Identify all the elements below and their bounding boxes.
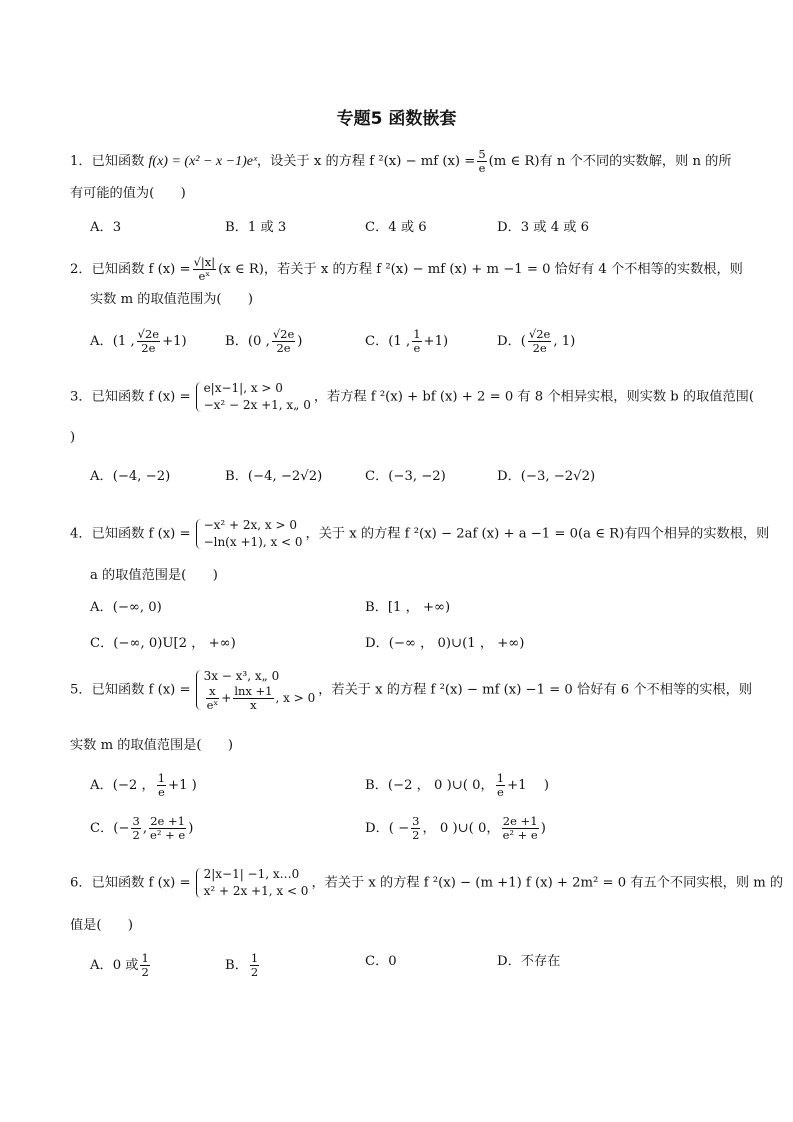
q2-option-c: C．(1 , $\frac{1}{e}$ +1) <box>365 327 449 355</box>
q1-fraction: $\frac{5}{e}$ <box>478 147 486 175</box>
q6-option-b: B． $\frac{1}{2}$ <box>225 951 259 979</box>
q2-tail: (x ∈ R)，若关于 x 的方程 f ²(x) − mf (x) + m −1 = 0 恰好有 4 个不相等的实数根，则 <box>218 262 743 277</box>
q6-line2: 值是( ) <box>70 918 134 933</box>
q3-line2: ) <box>70 430 76 445</box>
q1-option-b: B．1 或 3 <box>225 220 287 235</box>
q2-fraction: $\frac{√|x|}{\text{eˣ}}$ <box>193 255 216 283</box>
q6-option-d: D．不存在 <box>497 954 561 969</box>
q1-equation: ，设关于 x 的方程 f ²(x) − mf (x) = <box>256 154 476 169</box>
q6-tail: ，若关于 x 的方程 f ²(x) − (m +1) f (x) + 2m² = 0 有五个不同实根，则 m 的 <box>311 875 784 891</box>
page-title: 专题5 函数嵌套 <box>336 109 457 129</box>
q3-piecewise: e|x−1|, x > 0 −x² − 2x +1, x„ 0 <box>194 380 311 414</box>
q1-tail: (m ∈ R)有 n 个不同的实数解，则 n 的所 <box>488 154 732 169</box>
question-5 <box>70 668 752 712</box>
q1-line2: 有可能的值为( ) <box>70 186 186 201</box>
q5-option-c: C．(− $\frac{3}{2}$ , $\frac{2e +1}{\text{e² + e}}$ ) <box>90 814 194 842</box>
q5-piecewise: 3x − x³, x„ 0 $\frac{x}{\text{eˣ}}$ + $\frac{\ln x +1}{x}$ , x > 0 <box>194 668 316 712</box>
q6-option-a: A．0 或 $\frac{1}{2}$ <box>90 951 149 979</box>
q4-option-b: B．[1 ， +∞) <box>365 600 451 615</box>
q6-number: 6．已知函数 f (x) = <box>70 875 191 891</box>
q4-piecewise: −x² + 2x, x > 0 −ln(x +1), x < 0 <box>194 517 303 551</box>
q3-option-a: A．(−4, −2) <box>90 469 171 484</box>
q2-number: 2．已知函数 f (x) = <box>70 262 191 277</box>
q3-option-d: D．(−3, −2√2) <box>497 469 596 484</box>
q1-function: f(x) = (x² − x −1)eˣ <box>148 154 257 169</box>
q1-option-d: D．3 或 4 或 6 <box>497 220 590 235</box>
q1-option-a: A．3 <box>90 220 122 235</box>
q4-option-a: A．(−∞, 0) <box>90 600 162 615</box>
question-4 <box>70 517 769 551</box>
q4-option-c: C．(−∞, 0)U[2 ， +∞) <box>90 636 236 651</box>
q3-number: 3．已知函数 f (x) = <box>70 389 191 405</box>
question-2 <box>70 256 743 283</box>
q5-number: 5．已知函数 f (x) = <box>70 682 191 698</box>
q5-option-d: D．( − $\frac{3}{2}$ ， 0 )∪( 0， $\frac{2e +1}{\text{e² + e}}$ ) <box>365 814 546 842</box>
q1-option-c: C．4 或 6 <box>365 220 427 235</box>
q2-option-d: D．( $\frac{√2e}{2e}$ , 1) <box>497 327 576 355</box>
q5-option-a: A．(−2 ， $\frac{1}{e}$ +1 ) <box>90 771 197 799</box>
q4-tail: ，关于 x 的方程 f ²(x) − 2af (x) + a −1 = 0(a ∈ R)有四个相异的实数根，则 <box>305 526 770 542</box>
q3-tail: ，若方程 f ²(x) + bf (x) + 2 = 0 有 8 个相异实根，则实数 b 的取值范围( <box>313 389 754 405</box>
question-1 <box>70 148 732 175</box>
q6-option-c: C．0 <box>365 954 397 969</box>
q1-number: 1．已知函数 <box>70 154 145 169</box>
q3-option-c: C．(−3, −2) <box>365 469 446 484</box>
q3-option-b: B．(−4, −2√2) <box>225 469 323 484</box>
q4-option-d: D．(−∞ ， 0)∪(1 ， +∞) <box>365 636 525 651</box>
q5-option-b: B．(−2 ， 0 )∪( 0， $\frac{1}{e}$ +1 ) <box>365 771 550 799</box>
q4-line2: a 的取值范围是( ) <box>90 568 218 583</box>
q2-option-b: B．(0 , $\frac{√2e}{2e}$ ) <box>225 327 303 355</box>
question-6 <box>70 866 783 900</box>
q6-piecewise: 2|x−1| −1, x…0 x² + 2x +1, x < 0 <box>194 866 309 900</box>
q2-option-a: A．(1 , $\frac{√2e}{2e}$ +1) <box>90 327 187 355</box>
question-3 <box>70 380 754 414</box>
q2-line2: 实数 m 的取值范围为( ) <box>90 292 254 307</box>
q4-number: 4．已知函数 f (x) = <box>70 526 191 542</box>
q5-line2: 实数 m 的取值范围是( ) <box>70 738 234 753</box>
q5-tail: ，若关于 x 的方程 f ²(x) − mf (x) −1 = 0 恰好有 6 个不相等的实根，则 <box>318 682 753 698</box>
